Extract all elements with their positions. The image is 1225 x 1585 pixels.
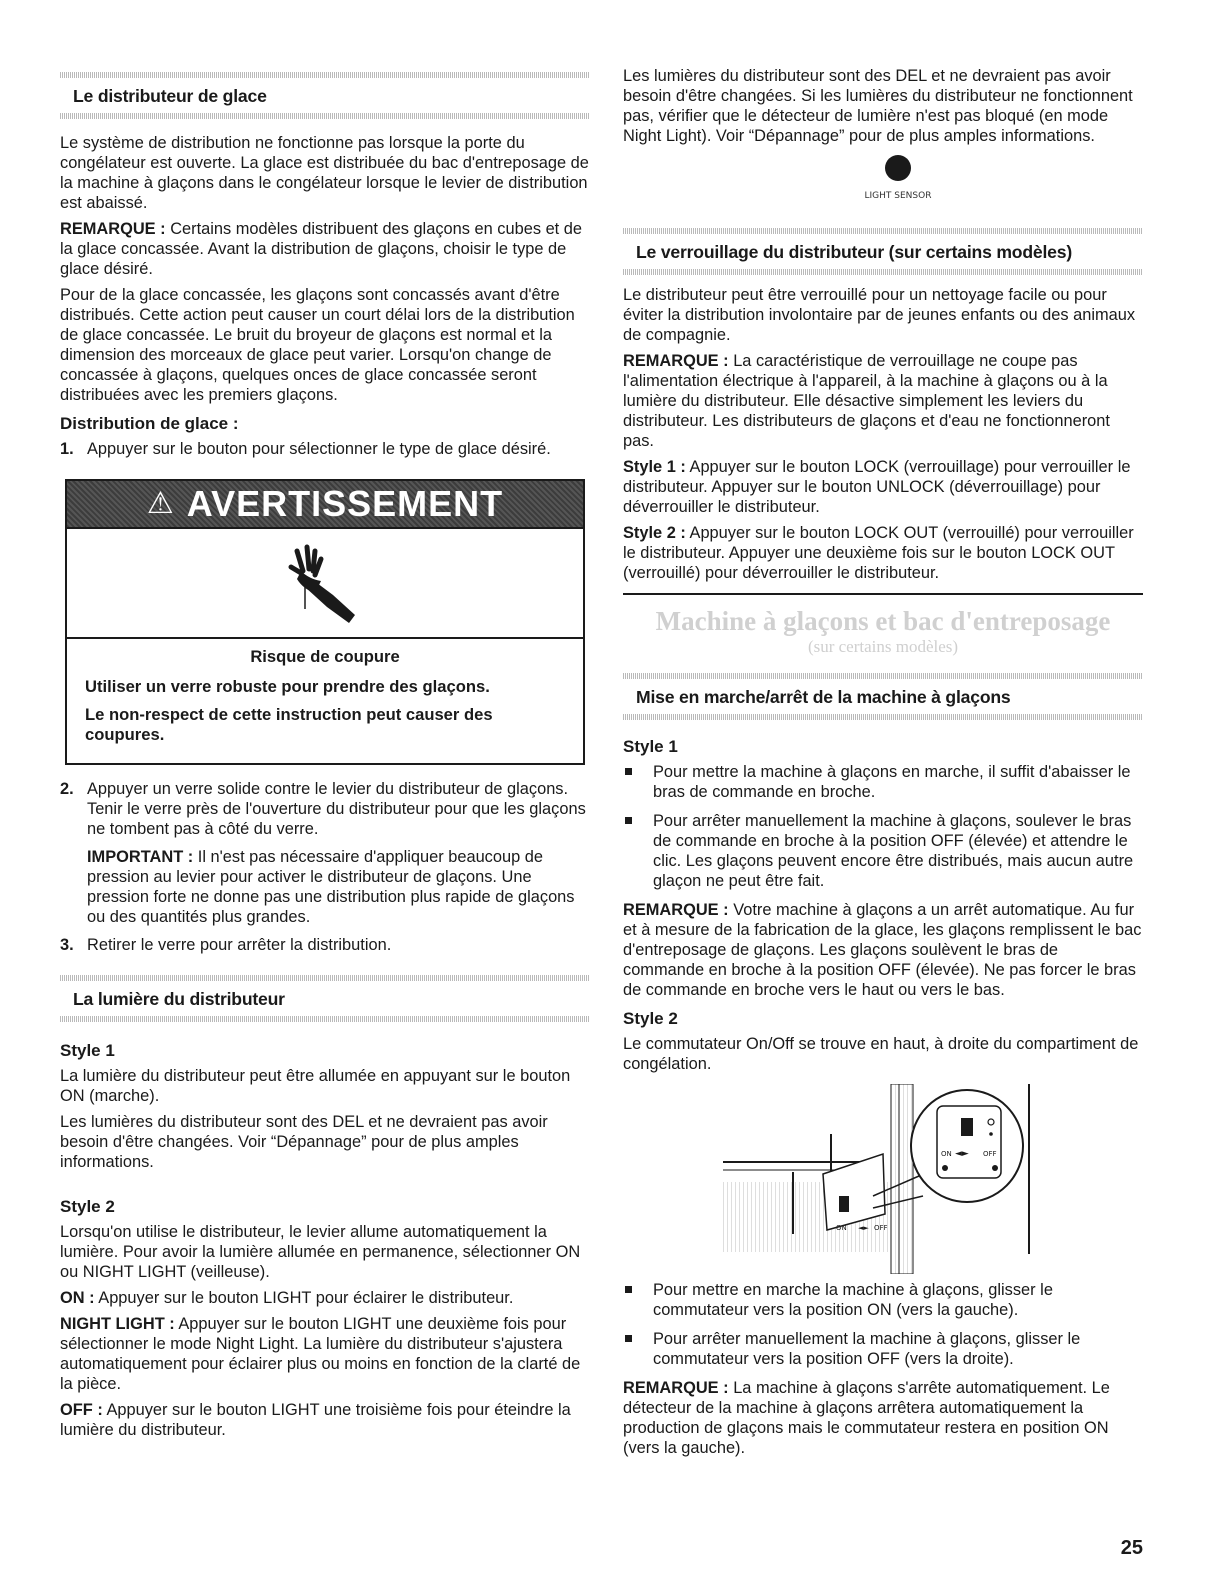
left-column bbox=[60, 0, 590, 1446]
warning-risk: Risque de coupure bbox=[250, 647, 400, 666]
light-sensor-icon bbox=[848, 152, 948, 216]
icemaker-style2-p: Le commutateur On/Off se trouve en haut, à droite du compartiment de congélation. bbox=[623, 1035, 1139, 1073]
light-sensor-label: LIGHT SENSOR bbox=[864, 191, 932, 201]
warning-line-1: Utiliser un verre robuste pour prendre des glaçons. bbox=[85, 677, 490, 696]
step-1: 1. Appuyer sur le bouton pour sélectionner le type de glace désiré. bbox=[60, 440, 551, 458]
warning-line-2: Le non-respect de cette instruction peut causer des coupures. bbox=[85, 705, 493, 744]
page-number: 25 bbox=[1120, 1537, 1143, 1559]
warning-box bbox=[65, 479, 585, 765]
right-column bbox=[623, 0, 1143, 1464]
section-dispenser-title: Le distributeur de glace bbox=[73, 86, 267, 106]
light-style2-p1: Lorsqu'on utilise le distributeur, le levier allume automatiquement la lumière. Pour avoir la lumière allumée en permanence, sélectionner ON ou NIGHT LIGHT (veilleuse). bbox=[60, 1223, 581, 1281]
icemaker-remark-1: REMARQUE : Votre machine à glaçons a un arrêt automatique. Au fur et à mesure de la fabrication de la glace, les glaçons remplissent le bac d'entreposage de glaçons. Les glaçons soulèvent le bras de commande en broche à la position OFF (élevée). Ne pas forcer le bras de commande en broche vers le haut ou vers le bas. bbox=[623, 901, 1142, 999]
dispenser-intro: Le système de distribution ne fonctionne pas lorsque la porte du congélateur est ouverte. La glace est distribuée du bac d'entreposage de la machine à glaçons dans le congélateur lorsque le levier de distribution est abaissé. bbox=[60, 134, 589, 212]
switch-on-label: ON bbox=[941, 1150, 952, 1158]
important-note: IMPORTANT : Il n'est pas nécessaire d'appliquer beaucoup de pression au levier pour activer le distributeur de glaçons. Une pression forte ne donne pas une distribution plus rapide de glaçons ou des quantités plus grandes. bbox=[87, 848, 575, 926]
section-divider bbox=[623, 593, 1143, 595]
dispenser-remark: REMARQUE : Certains modèles distribuent des glaçons en cubes et de la glace concassée. Avant la distribution de glaçons, choisir le type de glace désiré. bbox=[60, 220, 583, 278]
switch-small-off-label: OFF bbox=[874, 1224, 888, 1232]
icemaker-banner bbox=[623, 605, 1143, 657]
cut-hazard-icon bbox=[67, 529, 583, 639]
icemaker-bullets-1 bbox=[623, 762, 1143, 891]
icemaker-style1-heading: Style 1 bbox=[623, 737, 678, 756]
light-style2-heading: Style 2 bbox=[60, 1197, 115, 1216]
section-light-title: La lumière du distributeur bbox=[73, 989, 285, 1009]
section-icemaker-title: Mise en marche/arrêt de la machine à glaçons bbox=[636, 687, 1011, 707]
banner-title: Machine à glaçons et bac d'entreposage bbox=[655, 606, 1111, 636]
icemaker-bullet: Pour mettre en marche la machine à glaçons, glisser le commutateur vers la position ON (vers la gauche). bbox=[623, 1280, 1143, 1320]
light-sensor-figure bbox=[623, 152, 1143, 216]
light-on: ON : Appuyer sur le bouton LIGHT pour éclairer le distributeur. bbox=[60, 1289, 514, 1307]
warning-header bbox=[67, 481, 583, 529]
switch-small-on-label: ON bbox=[836, 1224, 847, 1232]
section-lock-title: Le verrouillage du distributeur (sur certains modèles) bbox=[636, 242, 1072, 262]
light-continued: Les lumières du distributeur sont des DEL et ne devraient pas avoir besoin d'être changées. Si les lumières du distributeur ne fonctionnent pas, vérifier que le détecteur de lumière n'est pas bloqué (en mode Night Light). Voir “Dépannage” pour de plus amples informations. bbox=[623, 67, 1133, 145]
light-style1-p1: La lumière du distributeur peut être allumée en appuyant sur le bouton ON (marche). bbox=[60, 1067, 571, 1105]
section-icemaker-header bbox=[623, 673, 1143, 720]
dispenser-crushed: Pour de la glace concassée, les glaçons sont concassés avant d'être distribués. Cette action peut causer un court délai lors de la distribution de glace concassée. Le bruit du broyeur de glaçons est normal et la dimension des morceaux de glace peut varier. Lorsqu'on change de concassée à glaçons, quelques onces de glace concassée seront distribuées avec les premiers glaçons. bbox=[60, 286, 575, 404]
section-lock-header bbox=[623, 228, 1143, 275]
switch-figure bbox=[623, 1084, 1143, 1274]
svg-text:◄►: ◄► bbox=[858, 1224, 869, 1232]
icemaker-bullet: Pour arrêter manuellement la machine à glaçons, soulever le bras de commande en broche à la position OFF (élevée) et attendre le clic. Les glaçons peuvent encore être distribués, mais aucun autre glaçon ne peut être fait. bbox=[623, 811, 1143, 891]
switch-arrows: ◄► bbox=[955, 1149, 969, 1159]
icemaker-remark-2: REMARQUE : La machine à glaçons s'arrête automatiquement. Le détecteur de la machine à glaçons arrêtera automatiquement la production de glaçons mais le commutateur restera en position ON (vers la gauche). bbox=[623, 1379, 1110, 1457]
lock-remark: REMARQUE : La caractéristique de verrouillage ne coupe pas l'alimentation électrique à l'appareil, à la machine à glaçons ou à la lumière du distributeur. Elle désactive simplement les leviers du distributeur. Les distributeurs de glaçons et d'eau ne fonctionneront pas. bbox=[623, 352, 1110, 450]
banner-subtitle: (sur certains modèles) bbox=[807, 637, 959, 656]
lock-p1: Le distributeur peut être verrouillé pour un nettoyage facile ou pour éviter la distribution involontaire par de jeunes enfants ou des animaux de compagnie. bbox=[623, 286, 1136, 344]
icemaker-style2-heading: Style 2 bbox=[623, 1009, 678, 1028]
dispense-steps-b bbox=[60, 779, 590, 955]
light-style1-p2: Les lumières du distributeur sont des DEL et ne devraient pas avoir besoin d'être changées. Voir “Dépannage” pour de plus amples informations. bbox=[60, 1113, 548, 1171]
icemaker-bullets-2 bbox=[623, 1280, 1143, 1369]
lock-style2: Style 2 : Appuyer sur le bouton LOCK OUT (verrouillé) pour verrouiller le distributeur. Appuyer une deuxième fois sur le bouton LOCK OUT (verrouillé) pour déverrouiller le distributeur. bbox=[623, 524, 1134, 582]
warning-triangle-icon: ⚠ bbox=[146, 487, 175, 520]
section-dispenser-header bbox=[60, 72, 590, 119]
icemaker-switch-illustration bbox=[723, 1084, 1143, 1274]
warning-title: AVERTISSEMENT bbox=[186, 483, 504, 524]
section-light-header bbox=[60, 975, 590, 1022]
warning-body bbox=[67, 639, 583, 763]
icemaker-bullet: Pour mettre la machine à glaçons en marche, il suffit d'abaisser le bras de commande en broche. bbox=[623, 762, 1143, 802]
light-style1-heading: Style 1 bbox=[60, 1041, 115, 1060]
step-2: 2. Appuyer un verre solide contre le levier du distributeur de glaçons. Tenir le verre près de l'ouverture du distributeur pour que les glaçons ne tombent pas à côté du verre. IMPORTANT : Il n'est pas nécessaire d'appliquer beaucoup de pression au levier pour activer le distributeur de glaçons. Une pression forte ne donne pas une distribution plus rapide de glaçons ou des quantités plus grandes. bbox=[60, 779, 590, 927]
step-3: 3. Retirer le verre pour arrêter la distribution. bbox=[60, 936, 392, 954]
switch-off-label: OFF bbox=[983, 1150, 997, 1158]
dispense-steps-a bbox=[60, 439, 590, 459]
lock-style1: Style 1 : Appuyer sur le bouton LOCK (verrouillage) pour verrouiller le distributeur. Appuyer sur le bouton UNLOCK (déverrouillage) pour déverrouiller le distributeur. bbox=[623, 458, 1131, 516]
light-off: OFF : Appuyer sur le bouton LIGHT une troisième fois pour éteindre la lumière du distributeur. bbox=[60, 1401, 571, 1439]
light-night: NIGHT LIGHT : Appuyer sur le bouton LIGHT une deuxième fois pour sélectionner le mode Night Light. La lumière du distributeur s'ajustera automatiquement pour éclairer plus ou moins en fonction de la clarté de la pièce. bbox=[60, 1315, 581, 1393]
dispensing-subhead: Distribution de glace : bbox=[60, 414, 239, 433]
icemaker-bullet: Pour arrêter manuellement la machine à glaçons, glisser le commutateur vers la position OFF (vers la droite). bbox=[623, 1329, 1143, 1369]
